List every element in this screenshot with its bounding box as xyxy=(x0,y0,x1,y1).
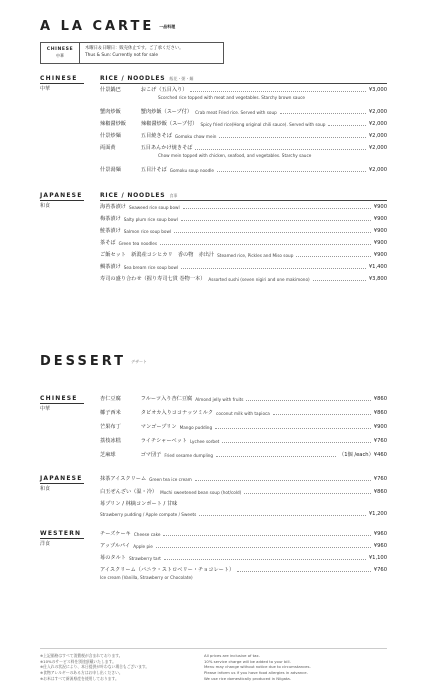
leader-dots xyxy=(273,414,371,415)
item-price: ¥900 xyxy=(373,424,387,430)
item-price: ¥900 xyxy=(373,228,387,234)
leader-dots xyxy=(237,571,371,572)
subheading-rice-noodles xyxy=(100,192,177,199)
footer-note: ※仕入れの状況により、本日提供が叶わない場合もございます。 xyxy=(40,664,150,670)
item-name-jp: アイスクリーム（バニラ・ストロベリー・チョコレート） xyxy=(100,567,235,573)
item-price: ¥900 xyxy=(373,204,387,210)
item-name-jp: 苺プリン / 林檎コンポート / 甘味 xyxy=(100,501,178,507)
menu-item xyxy=(100,409,387,416)
menu-item xyxy=(100,263,387,270)
item-name-en: Seaweed rice soup bowl xyxy=(128,205,180,210)
leader-dots xyxy=(199,515,365,516)
menu-item xyxy=(100,144,387,158)
item-price: ¥2,000 xyxy=(368,121,387,127)
footer-note: Menu may change without notice due to circumstances. xyxy=(204,664,311,670)
item-price: ¥2,000 xyxy=(368,145,387,151)
notice-message xyxy=(80,43,223,63)
footer-notes xyxy=(40,648,387,688)
item-price: ¥860 xyxy=(373,396,387,402)
section-title: DESSERT xyxy=(40,354,126,369)
category-rule xyxy=(40,538,84,539)
menu-item xyxy=(100,488,387,495)
menu-item xyxy=(100,395,387,402)
leader-dots xyxy=(181,220,371,221)
leader-dots xyxy=(216,456,336,457)
leader-dots xyxy=(163,535,370,536)
notice-tag-jp: 中華 xyxy=(56,53,64,58)
item-sub-jp: 辣椒醤炒飯（スープ付） xyxy=(140,121,198,127)
item-price: ¥3,000 xyxy=(368,87,387,93)
item-name-en: Gomoku soup noodle xyxy=(169,168,215,173)
menu-item xyxy=(100,475,387,482)
item-name-en: Steamed rice, Pickles and Miso soup xyxy=(217,253,294,258)
item-desc-en: Ice cream (Vanilla, Strawberry or Chocolate) xyxy=(100,575,193,580)
item-price: ¥760 xyxy=(373,567,387,573)
item-name-jp: 梅茶漬け xyxy=(100,216,121,222)
item-name-jp: アップルパイ xyxy=(100,543,131,549)
item-name-en: Mochi sweetened bean soup (hot/cold) xyxy=(160,490,242,495)
section-title-jp: 一品料理 xyxy=(159,24,176,29)
leader-dots xyxy=(160,244,371,245)
category-en: CHINESE xyxy=(40,75,78,82)
menu-item xyxy=(100,423,387,430)
category-en: CHINESE xyxy=(40,395,78,402)
category-jp: 和食 xyxy=(40,203,51,209)
item-name-en: Crab meat Fried rice. Served with soup xyxy=(195,110,277,115)
item-sub-jp: ライチシャーベット xyxy=(140,438,188,444)
menu-item xyxy=(100,554,387,561)
leader-dots xyxy=(215,428,371,429)
footer-note: 10% service charge will be added to your bill. xyxy=(204,658,291,664)
item-sub-jp: 五目あんかけ焼きそば xyxy=(140,145,193,151)
item-name-en: Green tea noodles xyxy=(118,241,158,246)
menu-item xyxy=(100,251,387,258)
footer-note: We use rice domestically produced in Niigata. xyxy=(204,675,291,681)
item-name-jp: 両面黄 xyxy=(100,145,116,151)
subheading-rice-noodles xyxy=(100,75,193,82)
menu-item xyxy=(100,108,387,115)
leader-dots xyxy=(183,208,371,209)
footer-note: All prices are inclusive of tax. xyxy=(204,653,260,658)
item-price: ¥760 xyxy=(373,476,387,482)
item-price: ¥1,200 xyxy=(368,511,387,517)
item-name-en: Apple pie xyxy=(133,544,153,549)
menu-item xyxy=(100,166,387,173)
menu-item xyxy=(100,566,387,580)
menu-item xyxy=(100,437,387,444)
section-title: A LA CARTE xyxy=(40,19,155,34)
subheading-jp: 飯花・粥・麺 xyxy=(169,76,194,81)
menu-item xyxy=(100,275,387,282)
menu-item xyxy=(100,542,387,549)
item-sub-jp: おこげ（五目入り） xyxy=(140,87,188,93)
item-name-jp: 椰子西米 xyxy=(100,410,121,416)
category-western xyxy=(40,530,92,547)
category-chinese xyxy=(40,395,92,412)
item-name-jp: 抹茶アイスクリーム xyxy=(100,476,147,482)
leader-dots xyxy=(296,256,370,257)
item-name-jp: 荔枝冰糕 xyxy=(100,438,121,444)
item-name-jp: 鮭茶漬け xyxy=(100,228,121,234)
item-name-jp: 茶そば xyxy=(100,240,116,246)
category-en: WESTERN xyxy=(40,530,82,537)
menu-item xyxy=(100,86,387,100)
notice-line-jp: 木曜日＆日曜日：販売休止です。ご了承ください。 xyxy=(85,46,184,51)
item-price: ¥1,100 xyxy=(368,555,387,561)
item-price: ¥2,000 xyxy=(368,109,387,115)
category-jp: 中華 xyxy=(40,406,51,412)
leader-dots xyxy=(181,268,366,269)
item-name-jp: 辣椒醤炒飯 xyxy=(100,121,126,127)
menu-item xyxy=(100,451,387,458)
leader-dots xyxy=(246,400,370,401)
dessert-title xyxy=(40,350,147,369)
item-name-en: Cheese cake xyxy=(133,532,161,537)
a-la-carte-title xyxy=(40,15,175,34)
item-name-en: Spicy fried rice(Hong original chili sauce). Served with soup xyxy=(200,122,326,127)
item-name-en: Lychee sorbet xyxy=(190,439,220,444)
item-name-en: Strawberry tart xyxy=(128,556,161,561)
subheading-rule xyxy=(100,83,387,84)
footer-notes-en xyxy=(204,653,354,682)
item-price: ¥900 xyxy=(373,216,387,222)
menu-item xyxy=(100,215,387,222)
item-desc-en: Scorched rice topped with meat and vegetables. Starchy brown sauce xyxy=(158,95,306,100)
item-name-en: Salty plum rice soup bowl xyxy=(123,217,178,222)
item-name-jp: チーズケーキ xyxy=(100,531,131,537)
item-name-en: Almond jelly with fruits xyxy=(195,397,244,402)
category-chinese xyxy=(40,75,92,92)
item-name-jp: 杏仁豆腐 xyxy=(100,396,121,402)
menu-item xyxy=(100,132,387,139)
menu-item xyxy=(100,120,387,127)
subheading-en: RICE / NOODLES xyxy=(100,75,166,82)
menu-item xyxy=(100,530,387,537)
item-price: ¥960 xyxy=(373,543,387,549)
item-name-en: Green tea ice cream xyxy=(149,477,192,482)
category-jp: 和食 xyxy=(40,486,51,492)
subheading-jp: 食事 xyxy=(169,193,178,198)
item-sub-jp: 蟹肉炒飯（スープ付） xyxy=(140,109,193,115)
footer-note: ※10%のサービス料を別途頂戴いたします。 xyxy=(40,658,116,664)
leader-dots xyxy=(280,113,366,114)
item-name-jp: 芒果布丁 xyxy=(100,424,121,430)
item-name-jp: 苺のタルト xyxy=(100,555,126,561)
item-desc-en: Strawberry pudding / Apple compote / Sweets xyxy=(100,512,197,517)
item-name-en: Mango pudding xyxy=(179,425,213,430)
category-en: JAPANESE xyxy=(40,192,83,199)
item-name-en: Assorted sushi (seven nigiri and one makimono) xyxy=(208,277,310,282)
item-sub-jp: タピオカ入りココナッツミルク xyxy=(140,410,214,416)
leader-dots xyxy=(174,232,371,233)
subheading-rule xyxy=(100,200,387,201)
notice-line-en: Thus & Sun: Currently not for sale xyxy=(85,52,159,58)
footer-note: ※お米はすべて新潟県産を使用しております。 xyxy=(40,675,119,681)
item-desc-en: Chow mein topped with chicken, seafood, and vegetables. Starchy sauce xyxy=(158,153,312,158)
category-japanese xyxy=(40,475,92,492)
item-name-jp: 芝麻球 xyxy=(100,452,116,458)
footer-note: ※食物アレルギーのある方はお申し出ください。 xyxy=(40,670,123,676)
menu-item xyxy=(100,500,387,517)
item-name-jp: 蟹肉炒飯 xyxy=(100,109,121,115)
leader-dots xyxy=(244,493,371,494)
category-rule xyxy=(40,83,84,84)
item-price: ¥760 xyxy=(373,438,387,444)
leader-dots xyxy=(190,91,365,92)
item-name-jp: 什景鍋巴 xyxy=(100,87,121,93)
item-price: ¥860 xyxy=(373,410,387,416)
leader-dots xyxy=(313,280,366,281)
item-price: ¥2,000 xyxy=(368,167,387,173)
item-price: ¥860 xyxy=(373,489,387,495)
item-name-jp: 海苔茶漬け xyxy=(100,204,126,210)
item-sub-jp: 五目焼きそば xyxy=(140,133,172,139)
category-en: JAPANESE xyxy=(40,475,83,482)
item-sub-jp: フルーツ入り杏仁豆腐 xyxy=(140,396,193,402)
category-jp: 洋食 xyxy=(40,541,51,547)
item-name-en: Fried sesame dumpling xyxy=(164,453,214,458)
item-name-jp: ご飯セット 新潟産コシヒカリ 香の物 赤出汁 xyxy=(100,252,215,258)
menu-item xyxy=(100,239,387,246)
leader-dots xyxy=(195,480,371,481)
leader-dots xyxy=(164,559,366,560)
item-name-en: Gomoku chow mein xyxy=(174,134,217,139)
item-name-jp: 寿司の盛り合わせ（握り寿司七貫 巻物一本） xyxy=(100,276,206,282)
footer-note: Please inform us if you have food allergies in advance. xyxy=(204,670,308,676)
item-price: （1個 /each）¥460 xyxy=(339,452,387,458)
item-sub-jp: ゴマ団子 xyxy=(140,452,162,458)
leader-dots xyxy=(219,137,365,138)
category-japanese xyxy=(40,192,92,209)
section-title-jp: デザート xyxy=(131,359,147,364)
item-name-jp: 什景湯麺 xyxy=(100,167,121,173)
menu-item xyxy=(100,227,387,234)
notice-tag-en: CHINESE xyxy=(46,47,74,52)
category-jp: 中華 xyxy=(40,86,51,92)
notice-tag xyxy=(41,43,80,63)
item-name-jp: 白玉ぜんざい（温・冷） xyxy=(100,489,158,495)
footer-note: ※上記価格はすべて消費税が含まれております。 xyxy=(40,653,123,658)
leader-dots xyxy=(222,442,370,443)
item-name-jp: 鯛茶漬け xyxy=(100,264,121,270)
item-price: ¥900 xyxy=(373,252,387,258)
leader-dots xyxy=(156,547,371,548)
footer-notes-jp xyxy=(40,653,190,682)
item-name-en: coconut milk with tapioca xyxy=(216,411,270,416)
notice-box xyxy=(40,42,224,64)
item-price: ¥900 xyxy=(373,240,387,246)
leader-dots xyxy=(195,149,365,150)
leader-dots xyxy=(328,125,365,126)
category-rule xyxy=(40,483,84,484)
item-name-en: Sea bream rice soup bowl xyxy=(123,265,179,270)
item-price: ¥3,800 xyxy=(368,276,387,282)
category-rule xyxy=(40,403,84,404)
item-price: ¥960 xyxy=(373,531,387,537)
item-sub-jp: 五目汁そば xyxy=(140,167,167,173)
category-rule xyxy=(40,200,84,201)
item-price: ¥1,400 xyxy=(368,264,387,270)
item-name-jp: 什景炒麺 xyxy=(100,133,121,139)
item-sub-jp: マンゴープリン xyxy=(140,424,177,430)
item-price: ¥2,000 xyxy=(368,133,387,139)
subheading-en: RICE / NOODLES xyxy=(100,192,166,199)
item-name-en: Salmon rice soup bowl xyxy=(123,229,172,234)
menu-item xyxy=(100,203,387,210)
leader-dots xyxy=(217,171,366,172)
